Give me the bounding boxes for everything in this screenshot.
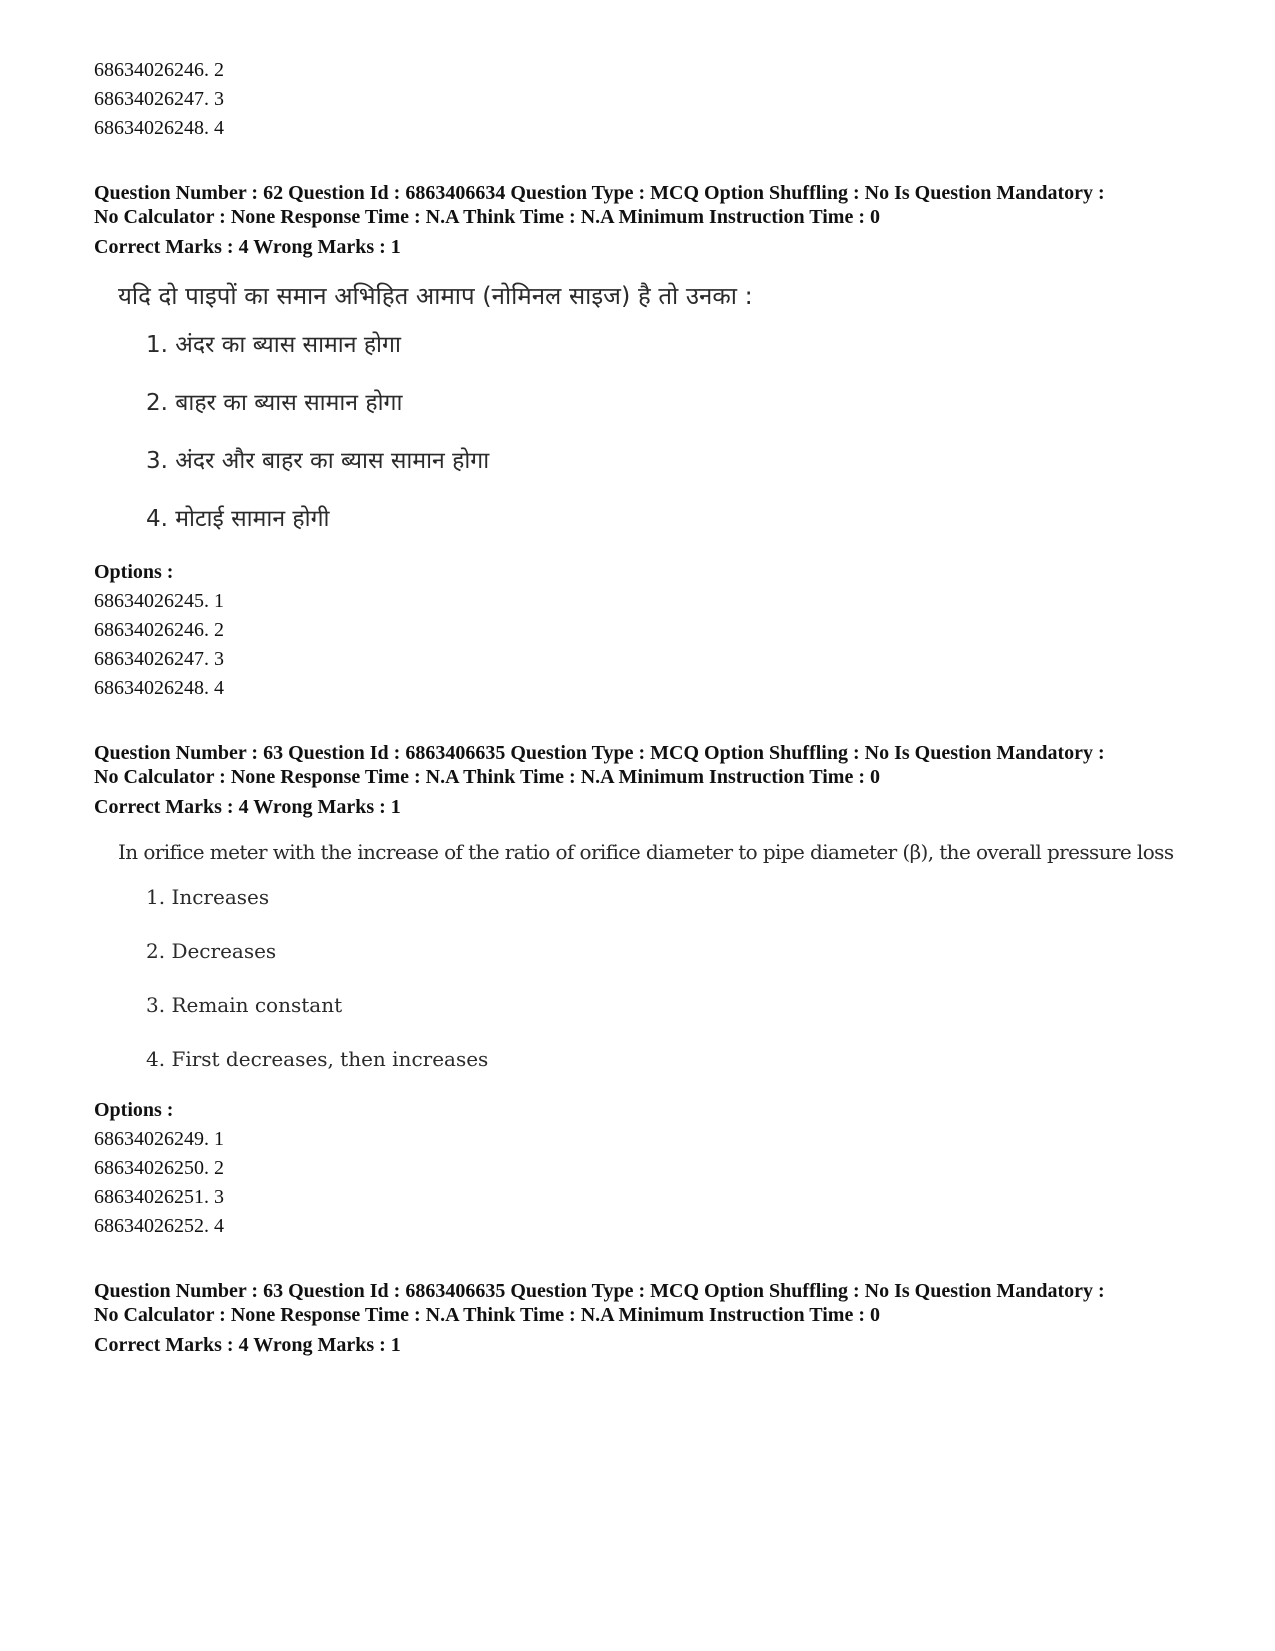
option-line: 68634026249. 1 bbox=[94, 1128, 224, 1150]
option-line: 68634026248. 4 bbox=[94, 117, 224, 139]
option-line: 68634026251. 3 bbox=[94, 1186, 224, 1208]
question-choice: 4. मोटाई सामान होगी bbox=[146, 506, 330, 532]
question-content bbox=[118, 834, 1204, 1086]
option-line: 68634026245. 1 bbox=[94, 590, 224, 612]
question-meta bbox=[94, 1279, 1204, 1327]
question-meta bbox=[94, 741, 1204, 789]
question-stem: In orifice meter with the increase of the ratio of orifice diameter to pipe diameter (β), the overall pressure loss bbox=[118, 840, 1174, 864]
document-page bbox=[94, 56, 1204, 1360]
question-meta-line-1: Question Number : 63 Question Id : 6863406635 Question Type : MCQ Option Shuffling : No Is Question Mandatory : bbox=[94, 742, 1105, 764]
question-choice: 1. Increases bbox=[146, 885, 270, 909]
question-choice: 2. Decreases bbox=[146, 939, 277, 963]
options-label: Options : bbox=[94, 1099, 174, 1121]
question-meta-line-1: Question Number : 63 Question Id : 6863406635 Question Type : MCQ Option Shuffling : No Is Question Mandatory : bbox=[94, 1280, 1105, 1302]
question-choice: 2. बाहर का ब्यास सामान होगा bbox=[146, 390, 403, 416]
question-content bbox=[118, 276, 1204, 548]
question-choice: 3. Remain constant bbox=[146, 993, 343, 1017]
option-line: 68634026246. 2 bbox=[94, 59, 224, 81]
options-list bbox=[94, 558, 1204, 703]
previous-options-list bbox=[94, 56, 1204, 143]
option-line: 68634026252. 4 bbox=[94, 1215, 224, 1237]
options-list bbox=[94, 1096, 1204, 1241]
question-block-next bbox=[94, 1279, 1204, 1360]
question-stem: यदि दो पाइपों का समान अभिहित आमाप (नोमिनल साइज) है तो उनका : bbox=[118, 282, 753, 310]
options-label: Options : bbox=[94, 561, 174, 583]
question-meta-line-2: No Calculator : None Response Time : N.A Think Time : N.A Minimum Instruction Time : 0 bbox=[94, 766, 880, 788]
question-meta-line-1: Question Number : 62 Question Id : 6863406634 Question Type : MCQ Option Shuffling : No Is Question Mandatory : bbox=[94, 182, 1105, 204]
question-choice: 3. अंदर और बाहर का ब्यास सामान होगा bbox=[146, 448, 490, 474]
option-line: 68634026247. 3 bbox=[94, 88, 224, 110]
question-marks: Correct Marks : 4 Wrong Marks : 1 bbox=[94, 236, 401, 258]
question-block-63 bbox=[94, 741, 1204, 1241]
question-marks: Correct Marks : 4 Wrong Marks : 1 bbox=[94, 1334, 401, 1356]
question-choice: 4. First decreases, then increases bbox=[146, 1047, 489, 1071]
question-meta-line-2: No Calculator : None Response Time : N.A Think Time : N.A Minimum Instruction Time : 0 bbox=[94, 206, 880, 228]
option-line: 68634026247. 3 bbox=[94, 648, 224, 670]
question-choice: 1. अंदर का ब्यास सामान होगा bbox=[146, 332, 401, 358]
question-meta bbox=[94, 181, 1204, 229]
option-line: 68634026246. 2 bbox=[94, 619, 224, 641]
question-block-62 bbox=[94, 181, 1204, 703]
question-marks: Correct Marks : 4 Wrong Marks : 1 bbox=[94, 796, 401, 818]
option-line: 68634026250. 2 bbox=[94, 1157, 224, 1179]
question-meta-line-2: No Calculator : None Response Time : N.A Think Time : N.A Minimum Instruction Time : 0 bbox=[94, 1304, 880, 1326]
option-line: 68634026248. 4 bbox=[94, 677, 224, 699]
